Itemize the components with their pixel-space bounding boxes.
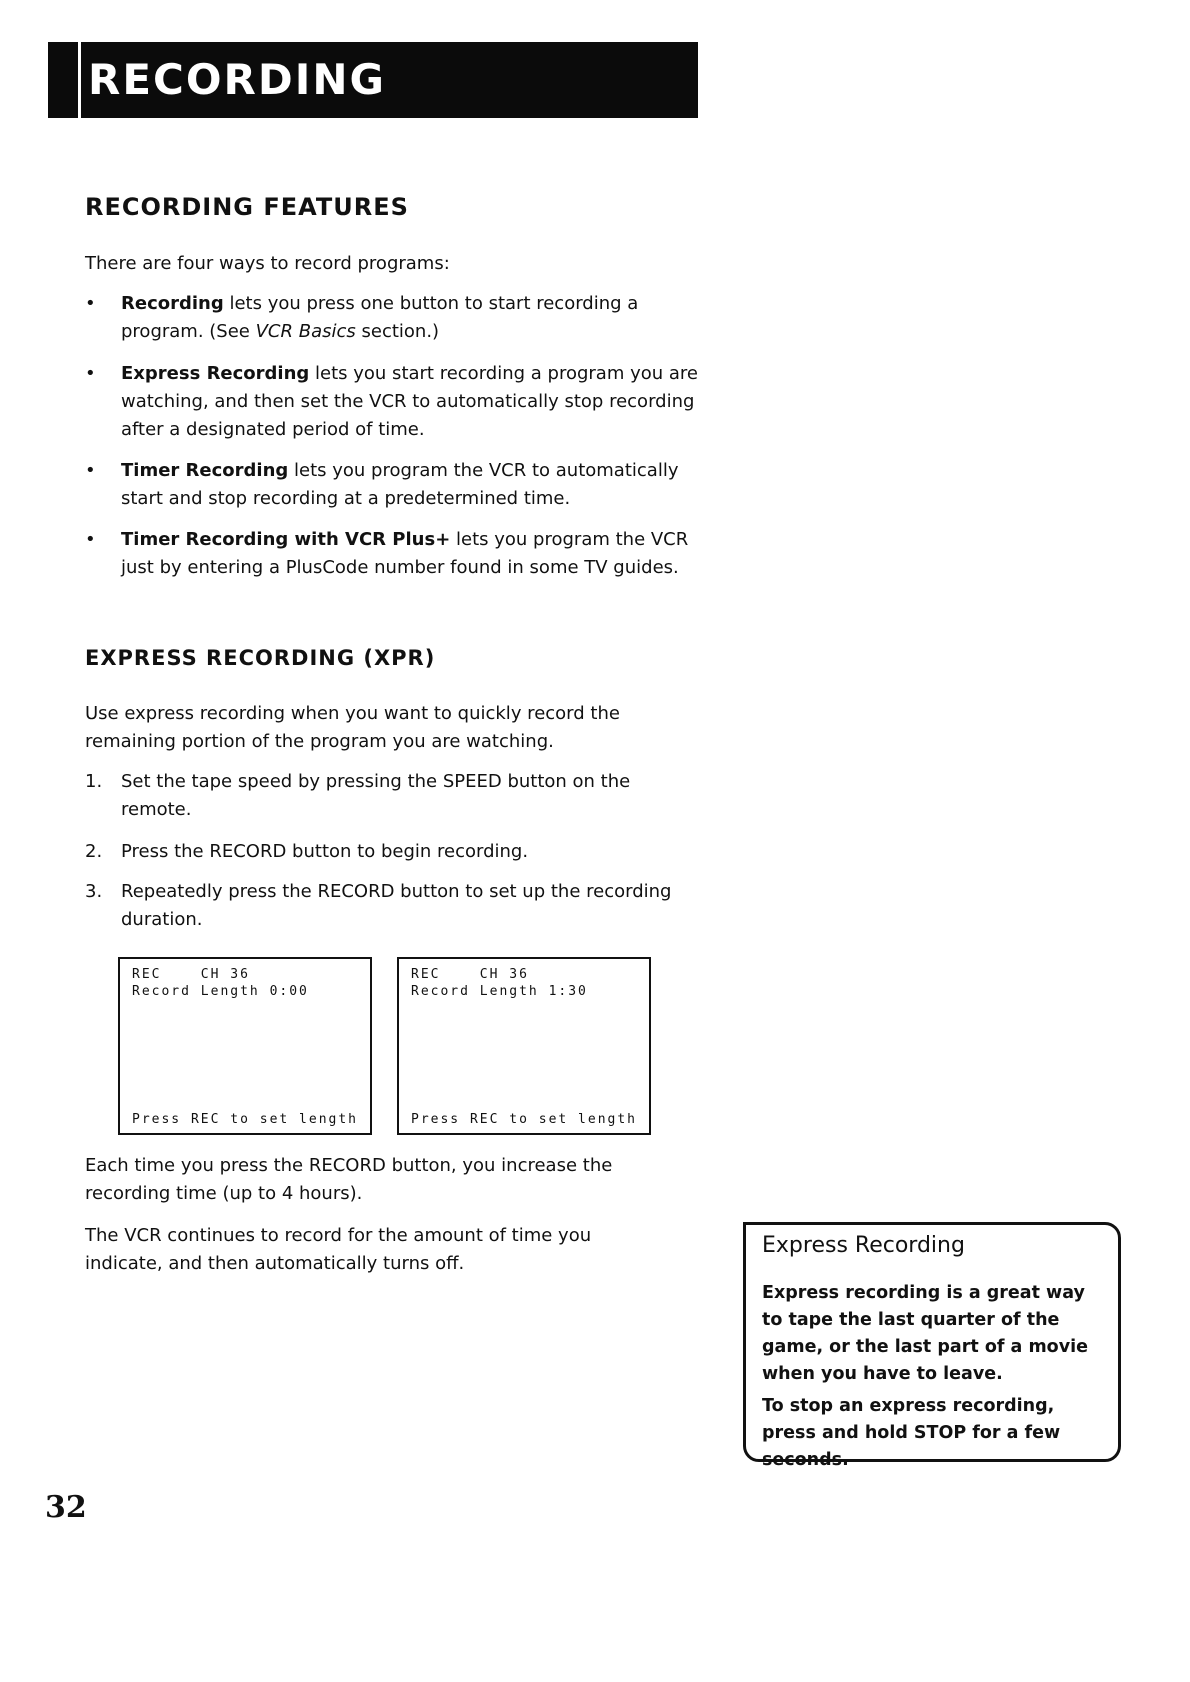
after-paragraph-1: Each time you press the RECORD button, you increase the recording time (up to 4 hours).: [85, 1155, 613, 1204]
sidebar-body-1: Express recording is a great way to tape the last quarter of the game, or the last part of a movie when you have to leave.: [762, 1283, 1088, 1384]
bullet-desc: lets you start recording a program you are watching, and then set the VCR to automatically stop recording after a designated period of time.: [121, 363, 698, 440]
screen-rec-channel: REC CH 36: [132, 967, 250, 982]
bullet-text: [121, 457, 715, 513]
bullet-desc: lets you press one button to start recording a program. (See: [121, 293, 639, 342]
section-banner: RECORDING: [48, 42, 698, 118]
step-text: Set the tape speed by pressing the SPEED button on the remote.: [121, 771, 631, 820]
step-1: [85, 768, 705, 824]
step-text: Press the RECORD button to begin recording.: [121, 841, 529, 862]
tip-sidebar: [743, 1222, 1121, 1470]
bullet-term: Timer Recording with VCR Plus+: [121, 529, 451, 550]
screen-record-length: Record Length 1:30: [411, 984, 588, 999]
bullet-text: [121, 290, 715, 346]
features-heading: RECORDING FEATURES: [85, 193, 409, 221]
step-2: [85, 838, 705, 866]
step-number: 1.: [85, 771, 103, 792]
bullet-desc: lets you program the VCR just by entering a PlusCode number found in some TV guides.: [121, 529, 689, 578]
sidebar-title: Express Recording: [762, 1233, 965, 1258]
xpr-heading: EXPRESS RECORDING (XPR): [85, 646, 436, 670]
bullet-text: [121, 360, 715, 444]
bullet-dot: •: [85, 293, 96, 314]
tv-screen-1: [118, 957, 372, 1135]
tv-screen-2: [397, 957, 651, 1135]
feature-bullet-4: [85, 526, 715, 582]
step-number: 2.: [85, 841, 103, 862]
bullet-desc-end: section.): [355, 321, 440, 342]
features-intro: There are four ways to record programs:: [85, 253, 450, 274]
bullet-desc: lets you program the VCR to automatically start and stop recording at a predetermined time.: [121, 460, 679, 509]
step-3: [85, 878, 705, 934]
screen-rec-channel: REC CH 36: [411, 967, 529, 982]
bullet-dot: •: [85, 460, 96, 481]
bullet-text: [121, 526, 715, 582]
bullet-ref: VCR Basics: [255, 321, 356, 342]
bullet-term: Timer Recording: [121, 460, 289, 481]
screen-record-length: Record Length 0:00: [132, 984, 309, 999]
step-text: Repeatedly press the RECORD button to set up the recording duration.: [121, 881, 672, 930]
page-number: 32: [45, 1490, 87, 1525]
screen-footer: Press REC to set length: [132, 1112, 359, 1127]
bullet-term: Express Recording: [121, 363, 310, 384]
feature-bullet-2: [85, 360, 715, 444]
bullet-dot: •: [85, 529, 96, 550]
feature-bullet-3: [85, 457, 715, 513]
bullet-dot: •: [85, 363, 96, 384]
after-paragraph-2: The VCR continues to record for the amount of time you indicate, and then automatically turns off.: [85, 1225, 592, 1274]
screen-footer: Press REC to set length: [411, 1112, 638, 1127]
xpr-intro: Use express recording when you want to quickly record the remaining portion of the program you are watching.: [85, 703, 620, 752]
sidebar-body-2: To stop an express recording, press and hold STOP for a few seconds.: [762, 1396, 1061, 1470]
bullet-term: Recording: [121, 293, 224, 314]
feature-bullet-1: [85, 290, 715, 346]
step-number: 3.: [85, 881, 103, 902]
